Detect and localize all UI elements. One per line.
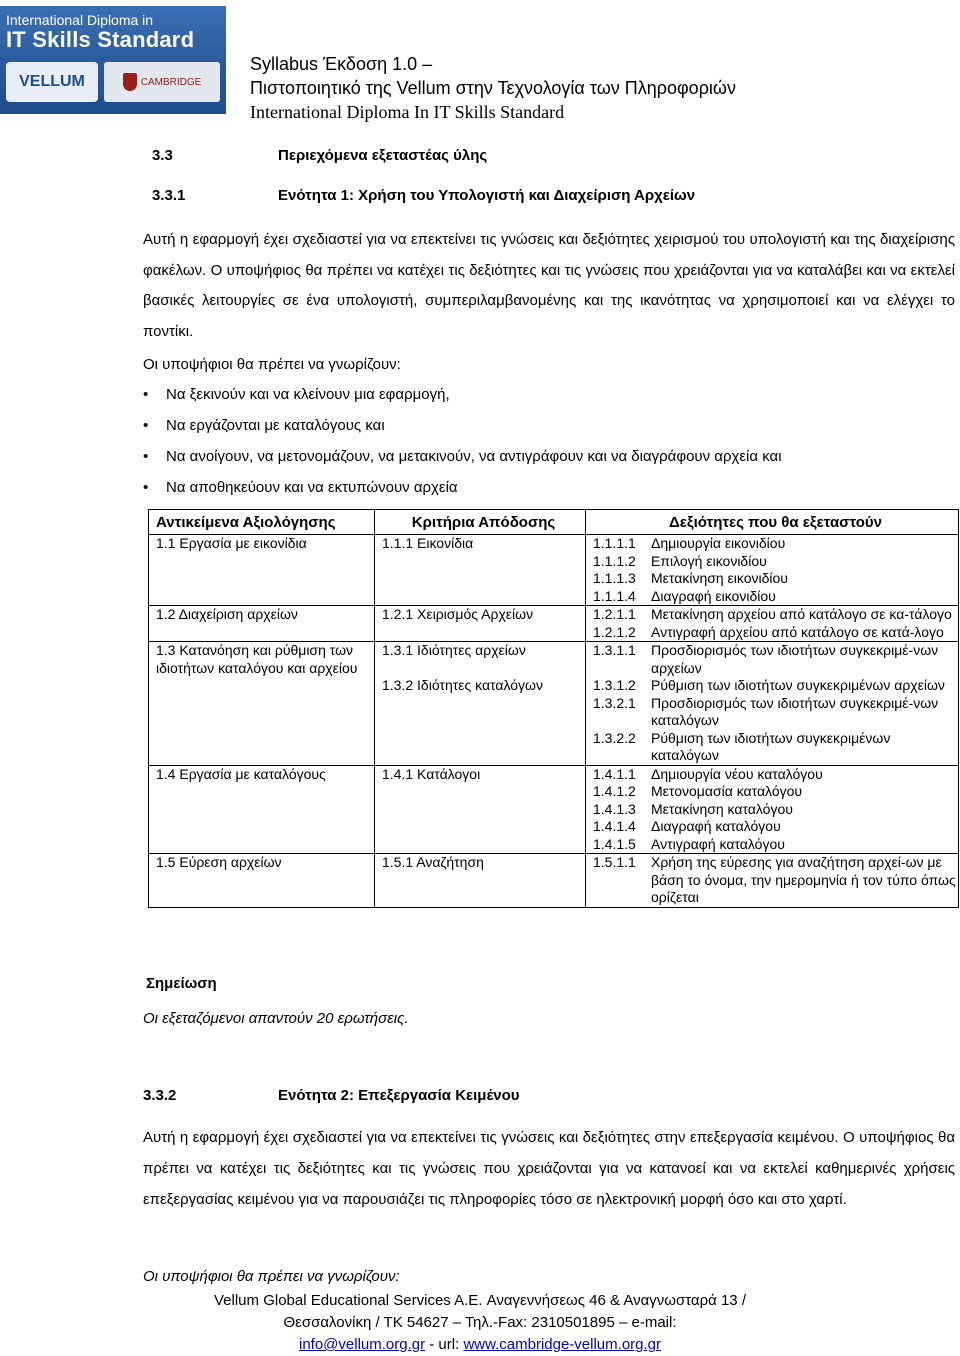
subsection-1-intro: Οι υποψήφιοι θα πρέπει να γνωρίζουν: [143,356,401,373]
footer-contact: Θεσσαλονίκη / ΤΚ 54627 – Τηλ.-Fax: 2310501895 – e-mail: [283,1314,677,1331]
footer [0,1290,960,1356]
objective-cell: 1.4 Εργασία με καταλόγους [149,765,375,854]
crest-icon [123,73,137,91]
subsection-2-number: 3.3.2 [143,1087,177,1104]
skills-cell: 1.4.1.1 Δημιουργία νέου καταλόγου 1.4.1.2 Μετονομασία καταλόγου 1.4.1.3 Μετακίνηση καταλόγου 1.4.1.4 Διαγραφή καταλόγου 1.4.1.5 Αντιγραφή καταλόγου [586,765,959,854]
table-header-row [149,510,959,535]
header-diploma-title: International Diploma In IT Skills Standard [250,102,565,122]
objective-cell: 1.1 Εργασία με εικονίδια [149,535,375,606]
bullet-icon: • [143,417,149,434]
subsection-2-paragraph: Αυτή η εφαρμογή έχει σχεδιαστεί για να επεκτείνει τις γνώσεις και δεξιότητες στην επεξεργασία κειμένου. Ο υποψήφιος θα πρέπει να κατέχει τις δεξιότητες και τις γνώσεις που χρειάζονται για να κατανοεί και να εκτελεί καθημερινές χρήσεις επεξεργασίας κειμένου για να παρουσιάζει τις πληροφορίες τόσο σε ηλεκτρονική μορφή όσο και στο χαρτί. [143,1129,955,1208]
section-number: 3.3 [152,147,173,164]
criteria-cell: 1.1.1 Εικονίδια [375,535,586,606]
subsection-1-number: 3.3.1 [152,187,186,204]
cambridge-logo-icon: CAMBRIDGE [104,62,220,102]
subsection-2-title: Ενότητα 2: Επεξεργασία Κειμένου [278,1087,520,1104]
website-link[interactable]: www.cambridge-vellum.org.gr [463,1336,662,1353]
objective-cell: 1.2 Διαχείριση αρχείων [149,606,375,642]
header-certificate-title: Πιστοποιητικό της Vellum στην Τεχνολογία των Πληροφοριών [250,78,736,98]
subsection-1-paragraph: Αυτή η εφαρμογή έχει σχεδιαστεί για να επεκτείνει τις γνώσεις και δεξιότητες χειρισμού του υπολογιστή και της διαχείρισης φακέλων. Ο υποψήφιος θα πρέπει να κατέχει τις δεξιότητες και τις γνώσεις που χρειάζονται για να καταλάβει και να εκτελεί βασικές λειτουργίες σε ένα υπολογιστή, συμπεριλαμβανομένης και της ικανότητας να χρησιμοποιεί και να ελέγχει το ποντίκι. [143,231,955,340]
footer-address: Vellum Global Educational Services A.E. Αναγεννήσεως 46 & Αναγνωσταρά 13 / [214,1292,746,1309]
list-item: • Να εργάζονται με καταλόγους και [143,410,782,441]
email-link[interactable]: info@vellum.org.gr [298,1336,426,1353]
subsection-1-title: Ενότητα 1: Χρήση του Υπολογιστή και Διαχείριση Αρχείων [278,187,696,204]
footer-url-label: - url: [425,1336,464,1353]
subsection-1-bullets [143,379,782,503]
subsection-2-intro: Οι υποψήφιοι θα πρέπει να γνωρίζουν: [143,1268,400,1285]
bullet-icon: • [143,386,149,403]
table-row [149,765,959,854]
note-title: Σημείωση [146,975,217,992]
bullet-icon: • [143,448,149,465]
criteria-cell: 1.4.1 Κατάλογοι [375,765,586,854]
header-objectives: Αντικείμενα Αξιολόγησης [149,510,375,535]
logo [0,6,226,114]
criteria-cell: 1.2.1 Χειρισμός Αρχείων [375,606,586,642]
skills-cell: 1.2.1.1 Μετακίνηση αρχείου από κατάλογο σε κα-τάλογο 1.2.1.2 Αντιγραφή αρχείου από κατάλογο σε κατά-λογο [586,606,959,642]
header-skills: Δεξιότητες που θα εξεταστούν [586,510,959,535]
criteria-cell: 1.5.1 Αναζήτηση [375,854,586,908]
table-row [149,535,959,606]
bullet-icon: • [143,479,149,496]
logo-line2: IT Skills Standard [6,27,195,52]
table-row [149,854,959,908]
section-title: Περιεχόμενα εξεταστέας ύλης [278,147,488,164]
list-item: • Να ξεκινούν και να κλείνουν μια εφαρμογή, [143,379,782,410]
list-item: • Να αποθηκεύουν και να εκτυπώνουν αρχεία [143,472,782,503]
document-header [250,52,736,124]
header-criteria: Κριτήρια Απόδοσης [375,510,586,535]
assessment-table [148,509,959,908]
skills-cell: 1.5.1.1 Χρήση της εύρεσης για αναζήτηση αρχεί-ων με βάση το όνομα, την ημερομηνία ή τον τύπο όπως ορίζεται [586,854,959,908]
note-text: Οι εξεταζόμενοι απαντούν 20 ερωτήσεις. [143,1010,409,1027]
skills-cell: 1.1.1.1 Δημιουργία εικονιδίου 1.1.1.2 Επιλογή εικονιδίου 1.1.1.3 Μετακίνηση εικονιδίου 1.1.1.4 Διαγραφή εικονιδίου [586,535,959,606]
list-item: • Να ανοίγουν, να μετονομάζουν, να μετακινούν, να αντιγράφουν και να διαγράφουν αρχεία και [143,441,782,472]
criteria-cell: 1.3.1 Ιδιότητες αρχείων 1.3.2 Ιδιότητες καταλόγων [375,642,586,766]
table-row [149,606,959,642]
skills-cell: 1.3.1.1 Προσδιορισμός των ιδιοτήτων συγκεκριμέ-νων αρχείων 1.3.1.2 Ρύθμιση των ιδιοτήτων συγκεκριμένων αρχείων 1.3.2.1 Προσδιορισμός των ιδιοτήτων συγκεκριμέ-νων καταλόγων 1.3.2.2 Ρύθμιση των ιδιοτήτων συγκεκριμένων καταλόγων [586,642,959,766]
header-syllabus-version: Syllabus Έκδοση 1.0 – [250,54,433,74]
objective-cell: 1.3 Κατανόηση και ρύθμιση των ιδιοτήτων καταλόγου και αρχείου [149,642,375,766]
objective-cell: 1.5 Εύρεση αρχείων [149,854,375,908]
logo-line1: International Diploma in [6,12,154,28]
table-row [149,642,959,766]
vellum-logo-icon: VELLUM [6,62,98,102]
